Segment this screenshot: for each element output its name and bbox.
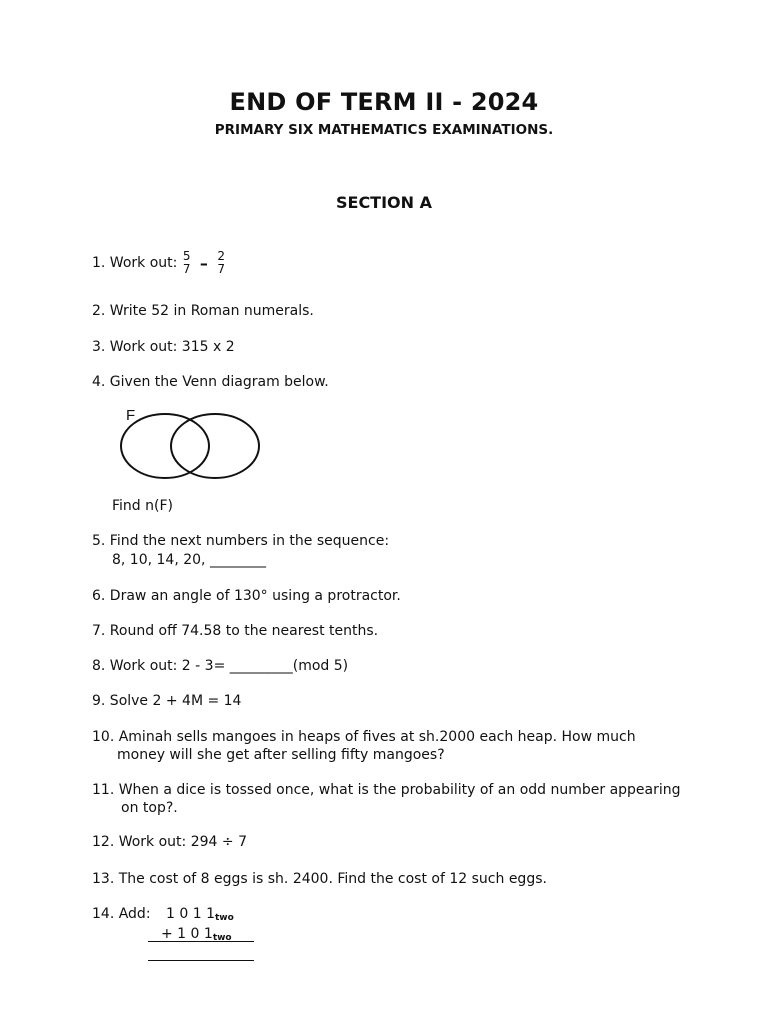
question-4: 4. Given the Venn diagram below. (92, 374, 329, 390)
minus-sign: – (199, 253, 208, 273)
venn-label-f: F (126, 407, 136, 424)
question-13: 13. The cost of 8 eggs is sh. 2400. Find the cost of 12 such eggs. (92, 871, 547, 887)
binary-addend-2 (161, 926, 232, 947)
question-3: 3. Work out: 315 x 2 (92, 339, 235, 355)
fraction-1-numerator: 5 (182, 249, 191, 263)
question-11-line-2: on top?. (121, 800, 178, 816)
question-9: 9. Solve 2 + 4M = 14 (92, 693, 242, 709)
question-5-line-1: 5. Find the next numbers in the sequence: (92, 533, 390, 549)
question-14-prefix: 14. Add: (92, 906, 151, 922)
fraction-1-denominator: 7 (182, 262, 191, 276)
binary-addend-1-digits: 1 0 1 1 (166, 906, 215, 922)
binary-addend-1 (166, 906, 234, 927)
fraction-2-denominator: 7 (217, 262, 225, 276)
fraction-2-numerator: 2 (217, 249, 225, 263)
question-10-line-2: money will she get after selling fifty mangoes? (117, 747, 445, 763)
fraction-five-sevenths (183, 250, 191, 276)
base-subscript-1: two (214, 913, 234, 923)
question-1-prefix: 1. Work out: (92, 255, 178, 271)
exam-subtitle: PRIMARY SIX MATHEMATICS EXAMINATIONS. (214, 122, 554, 138)
question-11-line-1: 11. When a dice is tossed once, what is the probability of an odd number appearing (92, 782, 681, 798)
question-1 (92, 250, 226, 276)
venn-diagram (110, 405, 270, 487)
base-subscript-2: two (212, 933, 232, 943)
fraction-two-sevenths (217, 250, 225, 276)
addition-underline-1 (148, 941, 254, 942)
question-10-line-1: 10. Aminah sells mangoes in heaps of fives at sh.2000 each heap. How much (92, 729, 636, 745)
binary-addend-2-digits: + 1 0 1 (161, 926, 213, 942)
question-12: 12. Work out: 294 ÷ 7 (92, 834, 247, 850)
question-7: 7. Round off 74.58 to the nearest tenths. (92, 623, 379, 639)
venn-set-other (171, 414, 259, 478)
answer-line (148, 960, 254, 961)
exam-title: END OF TERM II - 2024 (229, 88, 539, 116)
question-2: 2. Write 52 in Roman numerals. (92, 303, 314, 319)
question-8: 8. Work out: 2 - 3= _________(mod 5) (92, 658, 349, 674)
question-4-find: Find n(F) (112, 498, 173, 514)
question-5-sequence: 8, 10, 14, 20, ________ (112, 552, 266, 568)
section-heading: SECTION A (335, 193, 432, 212)
question-6: 6. Draw an angle of 130° using a protractor. (92, 588, 401, 604)
